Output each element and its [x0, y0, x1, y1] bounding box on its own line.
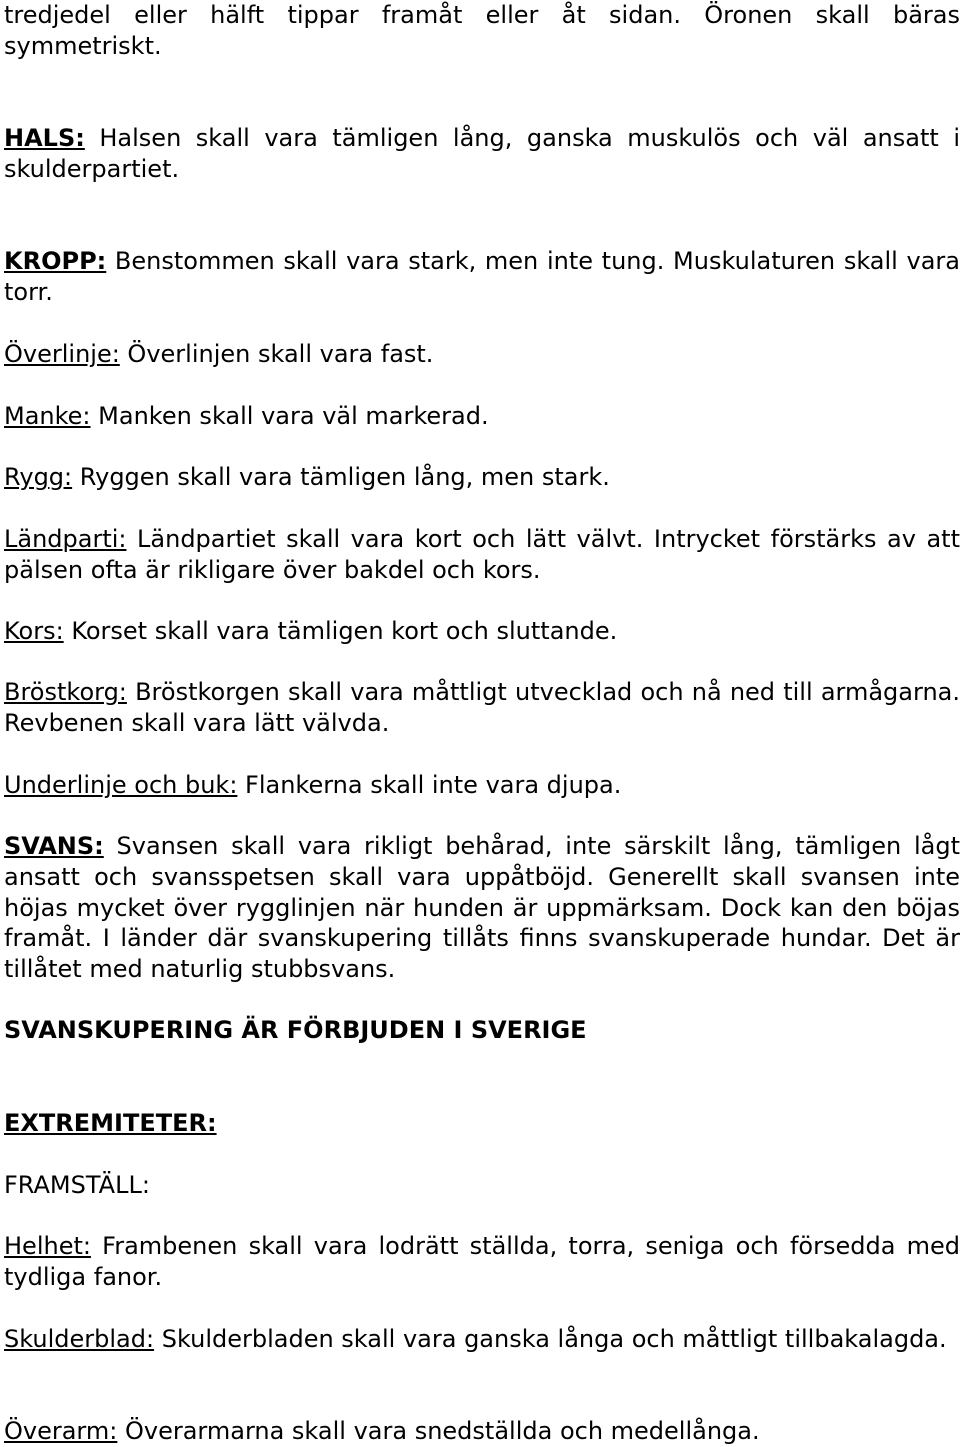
subheading-overarm: Överarm:	[4, 1417, 118, 1445]
paragraph-helhet	[4, 1231, 960, 1293]
paragraph-oron	[4, 0, 960, 62]
subheading-helhet: Helhet:	[4, 1232, 91, 1260]
paragraph-text: tredjedel eller hälft tippar framåt eller åt sidan. Öronen skall bäras symmetriskt.	[4, 1, 960, 60]
paragraph-kors	[4, 616, 960, 647]
paragraph-skulderblad	[4, 1324, 960, 1355]
subheading-manke: Manke:	[4, 402, 91, 430]
paragraph-landparti	[4, 524, 960, 586]
section-heading-hals: HALS:	[4, 124, 85, 152]
paragraph-manke	[4, 401, 960, 432]
paragraph-extremiteter	[4, 1108, 960, 1139]
subheading-framstall: FRAMSTÄLL:	[4, 1171, 150, 1199]
paragraph-text: Manken skall vara väl markerad.	[90, 402, 489, 430]
paragraph-brostkorg	[4, 677, 960, 739]
paragraph-overarm	[4, 1416, 960, 1447]
paragraph-rygg	[4, 462, 960, 493]
paragraph-text: Skulderbladen skall vara ganska långa och måttligt tillbakalagda.	[154, 1325, 947, 1353]
paragraph-text: Benstommen skall vara stark, men inte tung. Muskulaturen skall vara torr.	[4, 247, 960, 306]
paragraph-svanskupering	[4, 1015, 960, 1046]
subheading-skulderblad: Skulderblad:	[4, 1325, 155, 1353]
paragraph-text: Svansen skall vara rikligt behårad, inte särskilt lång, tämligen lågt ansatt och svansspetsen skall vara uppåtböjd. Generellt skall svansen inte höjas mycket över rygglinjen när hunden är uppmärksam. Dock kan den böjas framåt. I länder där svanskupering tillåts finns svanskuperade hundar. Det är tillåtet med naturlig stubbsvans.	[4, 832, 960, 984]
section-heading-svans: SVANS:	[4, 832, 104, 860]
paragraph-text: Bröstkorgen skall vara måttligt utvecklad och nå ned till armågarna. Revbenen skall vara lätt välvda.	[4, 678, 960, 737]
paragraph-text: Ryggen skall vara tämligen lång, men stark.	[72, 463, 610, 491]
paragraph-text: Frambenen skall vara lodrätt ställda, torra, seniga och försedda med tydliga fanor.	[4, 1232, 960, 1291]
paragraph-text: Korset skall vara tämligen kort och sluttande.	[63, 617, 618, 645]
section-heading-extremiteter: EXTREMITETER:	[4, 1109, 217, 1137]
paragraph-svans	[4, 831, 960, 985]
subheading-overlinje: Överlinje:	[4, 340, 120, 368]
section-heading-kropp: KROPP:	[4, 247, 107, 275]
subheading-brostkorg: Bröstkorg:	[4, 678, 127, 706]
paragraph-text: Flankerna skall inte vara djupa.	[237, 771, 622, 799]
subheading-landparti: Ländparti:	[4, 525, 127, 553]
subheading-rygg: Rygg:	[4, 463, 73, 491]
paragraph-underlinje	[4, 770, 960, 801]
paragraph-kropp	[4, 246, 960, 308]
subheading-underlinje: Underlinje och buk:	[4, 771, 238, 799]
paragraph-framstall	[4, 1170, 960, 1201]
paragraph-text: Ländpartiet skall vara kort och lätt välvt. Intrycket förstärks av att pälsen ofta är rikligare över bakdel och kors.	[4, 525, 960, 584]
paragraph-text: Överarmarna skall vara snedställda och medellånga.	[117, 1417, 760, 1445]
paragraph-text: Överlinjen skall vara fast.	[119, 340, 434, 368]
paragraph-text: Halsen skall vara tämligen lång, ganska muskulös och väl ansatt i skulderpartiet.	[4, 124, 960, 183]
notice-svanskupering: SVANSKUPERING ÄR FÖRBJUDEN I SVERIGE	[4, 1016, 587, 1044]
paragraph-overlinje	[4, 339, 960, 370]
subheading-kors: Kors:	[4, 617, 64, 645]
paragraph-hals	[4, 123, 960, 185]
